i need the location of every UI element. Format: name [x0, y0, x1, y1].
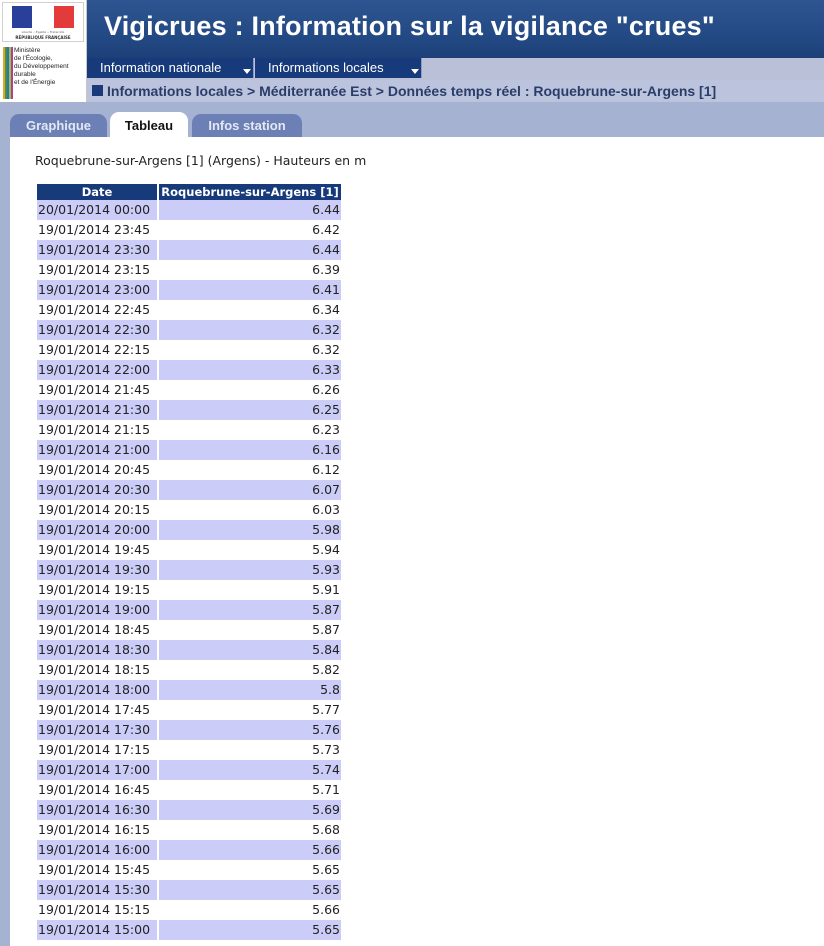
logo-motto: Liberté • Égalité • Fraternité: [21, 30, 65, 34]
table-row: [37, 700, 341, 720]
height-value-cell: 6.12: [159, 460, 341, 480]
height-value-cell: 5.69: [159, 800, 341, 820]
date-cell: 19/01/2014 23:45: [37, 220, 157, 240]
date-cell: 19/01/2014 19:15: [37, 580, 157, 600]
height-value-cell: 5.87: [159, 600, 341, 620]
date-cell: 19/01/2014 17:15: [37, 740, 157, 760]
table-row: [37, 400, 341, 420]
height-value-cell: 6.07: [159, 480, 341, 500]
table-header-row: [37, 184, 341, 200]
table-row: [37, 380, 341, 400]
station-heading: Roquebrune-sur-Argens [1] (Argens) - Hauteurs en m: [35, 153, 367, 168]
logo-republic: RÉPUBLIQUE FRANÇAISE: [15, 35, 71, 40]
table-row: [37, 880, 341, 900]
table-row: [37, 840, 341, 860]
site-title: Vigicrues : Information sur la vigilance "crues": [104, 11, 715, 41]
table-row: [37, 460, 341, 480]
ministry-line: de l'Écologie,: [14, 55, 53, 62]
height-value-cell: 6.44: [159, 200, 341, 220]
table-row: [37, 480, 341, 500]
date-cell: 19/01/2014 17:00: [37, 760, 157, 780]
date-cell: 19/01/2014 21:15: [37, 420, 157, 440]
date-cell: 19/01/2014 18:45: [37, 620, 157, 640]
height-value-cell: 5.66: [159, 900, 341, 920]
breadcrumb: Informations locales > Méditerranée Est > Données temps réel : Roquebrune-sur-Argens [1]: [107, 83, 717, 99]
date-cell: 19/01/2014 20:15: [37, 500, 157, 520]
date-cell: 19/01/2014 15:00: [37, 920, 157, 940]
table-row: [37, 320, 341, 340]
table-row: [37, 300, 341, 320]
height-value-cell: 6.32: [159, 320, 341, 340]
height-value-cell: 6.26: [159, 380, 341, 400]
table-row: [37, 640, 341, 660]
height-value-cell: 6.23: [159, 420, 341, 440]
table-row: [37, 220, 341, 240]
date-cell: 19/01/2014 20:30: [37, 480, 157, 500]
chevron-down-icon: [411, 69, 419, 74]
breadcrumb-bar: [87, 80, 824, 102]
table-row: [37, 440, 341, 460]
date-cell: 19/01/2014 20:00: [37, 520, 157, 540]
date-cell: 19/01/2014 19:30: [37, 560, 157, 580]
table-row: [37, 900, 341, 920]
site-header: [0, 0, 824, 58]
height-value-cell: 5.73: [159, 740, 341, 760]
height-value-cell: 6.39: [159, 260, 341, 280]
date-cell: 19/01/2014 22:30: [37, 320, 157, 340]
table-row: [37, 820, 341, 840]
column-header-station[interactable]: Roquebrune-sur-Argens [1]: [159, 184, 341, 200]
height-value-cell: 6.44: [159, 240, 341, 260]
main-nav: [87, 58, 824, 80]
column-header-date[interactable]: Date: [37, 184, 157, 200]
height-value-cell: 5.74: [159, 760, 341, 780]
table-row: [37, 740, 341, 760]
table-row: [37, 360, 341, 380]
height-value-cell: 6.16: [159, 440, 341, 460]
height-value-cell: 6.42: [159, 220, 341, 240]
table-row: [37, 620, 341, 640]
height-value-cell: 6.33: [159, 360, 341, 380]
date-cell: 19/01/2014 16:15: [37, 820, 157, 840]
height-value-cell: 5.66: [159, 840, 341, 860]
table-row: [37, 260, 341, 280]
height-value-cell: 5.76: [159, 720, 341, 740]
date-cell: 19/01/2014 23:00: [37, 280, 157, 300]
height-value-cell: 6.03: [159, 500, 341, 520]
height-value-cell: 5.93: [159, 560, 341, 580]
left-rail: [0, 137, 10, 946]
table-body: [37, 200, 341, 940]
table-row: [37, 660, 341, 680]
table-row: [37, 760, 341, 780]
height-value-cell: 5.65: [159, 860, 341, 880]
nav-informations-locales[interactable]: [255, 58, 422, 78]
date-cell: 19/01/2014 17:45: [37, 700, 157, 720]
ministry-name: [14, 47, 86, 87]
marianne-flag-icon: [12, 6, 74, 28]
date-cell: 19/01/2014 18:30: [37, 640, 157, 660]
table-row: [37, 420, 341, 440]
date-cell: 19/01/2014 19:45: [37, 540, 157, 560]
height-value-cell: 6.41: [159, 280, 341, 300]
table-row: [37, 920, 341, 940]
table-row: [37, 720, 341, 740]
ministry-stripes-icon: [3, 47, 13, 99]
height-value-cell: 5.82: [159, 660, 341, 680]
date-cell: 20/01/2014 00:00: [37, 200, 157, 220]
nav-information-nationale[interactable]: [87, 58, 254, 78]
height-value-cell: 5.65: [159, 920, 341, 940]
date-cell: 19/01/2014 23:30: [37, 240, 157, 260]
water-level-table: [35, 184, 343, 940]
date-cell: 19/01/2014 21:45: [37, 380, 157, 400]
date-cell: 19/01/2014 16:00: [37, 840, 157, 860]
tab-graphique[interactable]: Graphique: [10, 114, 107, 137]
date-cell: 19/01/2014 22:15: [37, 340, 157, 360]
date-cell: 19/01/2014 16:45: [37, 780, 157, 800]
height-value-cell: 5.91: [159, 580, 341, 600]
height-value-cell: 5.87: [159, 620, 341, 640]
table-row: [37, 240, 341, 260]
date-cell: 19/01/2014 15:30: [37, 880, 157, 900]
date-cell: 19/01/2014 15:15: [37, 900, 157, 920]
date-cell: 19/01/2014 18:00: [37, 680, 157, 700]
date-cell: 19/01/2014 18:15: [37, 660, 157, 680]
height-value-cell: 6.25: [159, 400, 341, 420]
table-row: [37, 520, 341, 540]
table-row: [37, 280, 341, 300]
nav-label: Informations locales: [268, 60, 384, 75]
table-row: [37, 860, 341, 880]
main-content: [10, 137, 824, 946]
square-bullet-icon: [92, 85, 103, 96]
table-row: [37, 780, 341, 800]
nav-label: Information nationale: [100, 60, 222, 75]
table-row: [37, 800, 341, 820]
height-value-cell: 6.34: [159, 300, 341, 320]
date-cell: 19/01/2014 16:30: [37, 800, 157, 820]
date-cell: 19/01/2014 15:45: [37, 860, 157, 880]
table-row: [37, 580, 341, 600]
table-row: [37, 600, 341, 620]
height-value-cell: 5.68: [159, 820, 341, 840]
table-row: [37, 680, 341, 700]
ministry-line: durable: [14, 71, 36, 78]
ministry-line: Ministère: [14, 47, 41, 54]
height-value-cell: 5.71: [159, 780, 341, 800]
height-value-cell: 5.65: [159, 880, 341, 900]
date-cell: 19/01/2014 21:30: [37, 400, 157, 420]
tab-bar: [0, 102, 824, 137]
height-value-cell: 5.94: [159, 540, 341, 560]
table-row: [37, 540, 341, 560]
table-row: [37, 500, 341, 520]
date-cell: 19/01/2014 17:30: [37, 720, 157, 740]
table-row: [37, 340, 341, 360]
ministry-line: du Développement: [14, 63, 69, 70]
height-value-cell: 5.98: [159, 520, 341, 540]
table-row: [37, 560, 341, 580]
date-cell: 19/01/2014 22:00: [37, 360, 157, 380]
date-cell: 19/01/2014 23:15: [37, 260, 157, 280]
ministry-logo[interactable]: [0, 0, 87, 102]
date-cell: 19/01/2014 20:45: [37, 460, 157, 480]
tab-infos-station[interactable]: Infos station: [192, 114, 302, 137]
height-value-cell: 5.84: [159, 640, 341, 660]
table-row: [37, 200, 341, 220]
height-value-cell: 5.8: [159, 680, 341, 700]
republique-francaise-logo: [2, 2, 84, 42]
ministry-line: et de l'Énergie: [14, 79, 56, 86]
height-value-cell: 6.32: [159, 340, 341, 360]
chevron-down-icon: [243, 69, 251, 74]
date-cell: 19/01/2014 19:00: [37, 600, 157, 620]
tab-tableau[interactable]: Tableau: [110, 112, 188, 139]
height-value-cell: 5.77: [159, 700, 341, 720]
date-cell: 19/01/2014 22:45: [37, 300, 157, 320]
date-cell: 19/01/2014 21:00: [37, 440, 157, 460]
